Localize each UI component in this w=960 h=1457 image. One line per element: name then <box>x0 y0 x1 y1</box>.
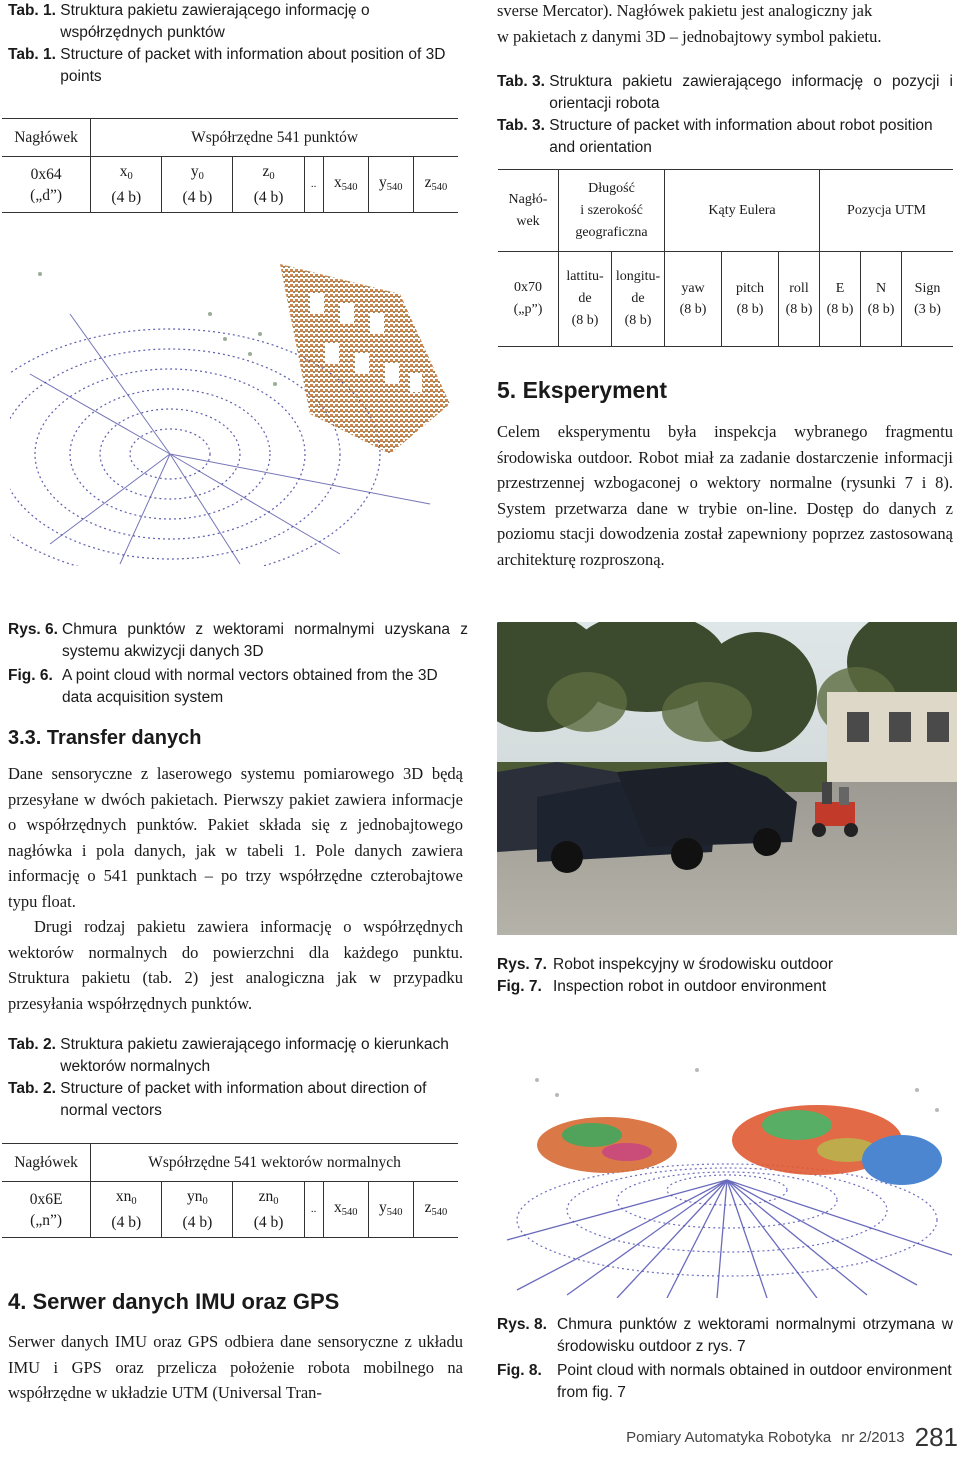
table1-z0: $z_0$ (4 b) <box>233 157 304 213</box>
table2-code-letter: („n”) <box>30 1211 63 1229</box>
tab2-label-en: Tab. 2. <box>8 1080 56 1097</box>
fig6-label-pl: Rys. 6. <box>8 621 58 638</box>
table2-zn0: $zn_0$ (4 b) <box>233 1182 304 1238</box>
table3-n: N (8 b) <box>861 252 902 347</box>
table2-header-coords: Współrzędne 541 wektorów normalnych <box>91 1144 458 1182</box>
table1-y0: $y_0$ (4 b) <box>162 157 233 213</box>
table3-header-katy: Kąty Eulera <box>665 170 820 252</box>
table3-e: E (8 b) <box>820 252 861 347</box>
intro-line-2: w pakietach z danymi 3D – jednobajtowy symbol pakietu. <box>497 26 882 46</box>
table2-code-cell <box>2 1182 91 1238</box>
table3-longitude: longitu- de (8 b) <box>612 252 665 347</box>
fig7-caption-pl: Robot inspekcyjny w środowisku outdoor <box>553 956 833 973</box>
table1-x540: $x_{540}$ <box>323 157 368 213</box>
fig8-point-cloud <box>497 1040 957 1298</box>
fig8-label-pl: Rys. 8. <box>497 1316 547 1333</box>
section-5-body: Celem eksperymentu była inspekcja wybranego fragmentu środowiska outdoor. Robot miał za zadanie dostarczenie informacji przestrzennej wzbogaconej o wektory normalne (rysunki 7 i 8). System przetwarza dane w trybie on-line. Dostęp do danych z poziomu stacji dowodzenia został zapewniony poprzez zastosowaną architekturę rozproszoną. <box>497 422 953 569</box>
table3-header-utm: Pozycja UTM <box>820 170 954 252</box>
table3-roll: roll (8 b) <box>779 252 820 347</box>
fig6-image <box>10 254 465 566</box>
tab2-label-pl: Tab. 2. <box>8 1036 56 1053</box>
table2-yn0: $yn_0$ (4 b) <box>162 1182 233 1238</box>
tab1-label-pl: Tab. 1. <box>8 2 56 19</box>
tab2-caption-en: Structure of packet with information about direction of normal vectors <box>60 1080 427 1119</box>
fig8-image <box>497 1040 957 1298</box>
table2-z540: $z_{540}$ <box>413 1182 458 1238</box>
section-4-body: Serwer danych IMU oraz GPS odbiera dane sensoryczne z układu IMU i GPS oraz przelicza położenie robota mobilnego na współrzędne w układzie UTM (Universal Tran- <box>8 1332 463 1402</box>
journal-issue: nr 2/2013 <box>841 1428 905 1446</box>
table3-code-cell: 0x70 („p”) <box>498 252 559 347</box>
fig7-label-en: Fig. 7. <box>497 978 542 995</box>
table2-xn0: $xn_0$ (4 b) <box>91 1182 162 1238</box>
tab3-label-en: Tab. 3. <box>497 117 545 134</box>
table1-code-letter: („d”) <box>30 186 63 204</box>
section-5-title: 5. Eksperyment <box>497 377 668 403</box>
table-3 <box>498 169 953 347</box>
fig7-photo <box>497 622 957 935</box>
table2-dots: .. <box>304 1182 323 1238</box>
table-1 <box>2 118 458 213</box>
table1-header-coords: Współrzędne 541 punktów <box>91 119 458 157</box>
fig8-caption-pl: Chmura punktów z wektorami normalnymi otrzymana w środowisku outdoor z rys. 7 <box>557 1316 953 1355</box>
table3-header-naglowek: Nagłó- wek <box>498 170 559 252</box>
table1-y540: $y_{540}$ <box>368 157 413 213</box>
table3-sign: Sign (3 b) <box>902 252 954 347</box>
table3-lattitude: lattitu- de (8 b) <box>559 252 612 347</box>
tab3-label-pl: Tab. 3. <box>497 73 545 90</box>
table1-z540: $z_{540}$ <box>413 157 458 213</box>
fig7-image <box>497 622 957 935</box>
tab1-caption-pl: Struktura pakietu zawierającego informację o współrzędnych punktów <box>60 2 370 41</box>
table-2 <box>2 1143 458 1238</box>
table3-yaw: yaw (8 b) <box>665 252 722 347</box>
fig6-caption-en: A point cloud with normal vectors obtained from the 3D data acquisition system <box>62 667 438 706</box>
tab1-label-en: Tab. 1. <box>8 46 56 63</box>
section-4-title: 4. Serwer danych IMU oraz GPS <box>8 1289 340 1314</box>
table1-x0: $x_0$ (4 b) <box>91 157 162 213</box>
right-column-intro <box>497 0 953 49</box>
tab1-caption-en: Structure of packet with information about position of 3D points <box>60 46 446 85</box>
tab3-caption <box>497 71 953 159</box>
section-3-3-body <box>8 761 463 1016</box>
fig8-label-en: Fig. 8. <box>497 1362 542 1379</box>
tab2-caption-pl: Struktura pakietu zawierającego informację o kierunkach wektorów normalnych <box>60 1036 449 1075</box>
table3-pitch: pitch (8 b) <box>722 252 779 347</box>
table1-code: 0x64 <box>30 165 62 183</box>
fig6-label-en: Fig. 6. <box>8 667 53 684</box>
fig6-caption <box>8 619 468 709</box>
fig6-point-cloud <box>10 254 465 566</box>
section-3-3-title: 3.3. Transfer danych <box>8 727 202 749</box>
section-3-3-p2: Drugi rodzaj pakietu zawiera informację o współrzędnych wektorów normalnych do powierzchni dla każdego punktu. Struktura pakietu (tab. 2) jest analogiczna jak w przypadku przesyłania współrzędnych punktów. <box>8 917 463 1013</box>
tab3-caption-en: Structure of packet with information about robot position and orientation <box>549 117 933 156</box>
table2-y540: $y_{540}$ <box>368 1182 413 1238</box>
tab3-caption-pl: Struktura pakietu zawierającego informację o pozycji i orientacji robota <box>549 73 953 112</box>
table3-header-dlugosc: Długość i szerokość geograficzna <box>559 170 665 252</box>
fig7-label-pl: Rys. 7. <box>497 956 547 973</box>
table2-code: 0x6E <box>29 1190 63 1208</box>
fig7-caption <box>497 954 953 998</box>
section-3-3-p1: Dane sensoryczne z laserowego systemu pomiarowego 3D będą przesyłane w dwóch pakietach. Pierwszy pakiet zawiera informacje o współrzędnych punktów. Pakiet składa się z jednobajtowego nagłówka i pola danych, jak w tabeli 1. Pole danych zawiera informację o 541 punktach – po trzy współrzędne czterobajtowe typu float. <box>8 764 463 911</box>
table1-header-naglowek: Nagłówek <box>2 119 91 157</box>
fig8-caption <box>497 1314 953 1404</box>
table2-x540: $x_{540}$ <box>323 1182 368 1238</box>
intro-line-1: sverse Mercator). Nagłówek pakietu jest analogiczny jak <box>497 1 873 20</box>
table2-header-naglowek: Nagłówek <box>2 1144 91 1182</box>
page-number: 281 <box>914 1421 958 1452</box>
page-footer <box>598 1420 958 1454</box>
fig6-caption-pl: Chmura punktów z wektorami normalnymi uzyskana z systemu akwizycji danych 3D <box>62 621 468 660</box>
tab1-caption <box>8 0 468 88</box>
tab2-caption <box>8 1034 468 1122</box>
fig7-caption-en: Inspection robot in outdoor environment <box>553 978 827 995</box>
journal-name: Pomiary Automatyka Robotyka <box>626 1428 832 1446</box>
table1-code-cell <box>2 157 91 213</box>
fig8-caption-en: Point cloud with normals obtained in outdoor environment from fig. 7 <box>557 1362 952 1401</box>
table1-dots: .. <box>304 157 323 213</box>
